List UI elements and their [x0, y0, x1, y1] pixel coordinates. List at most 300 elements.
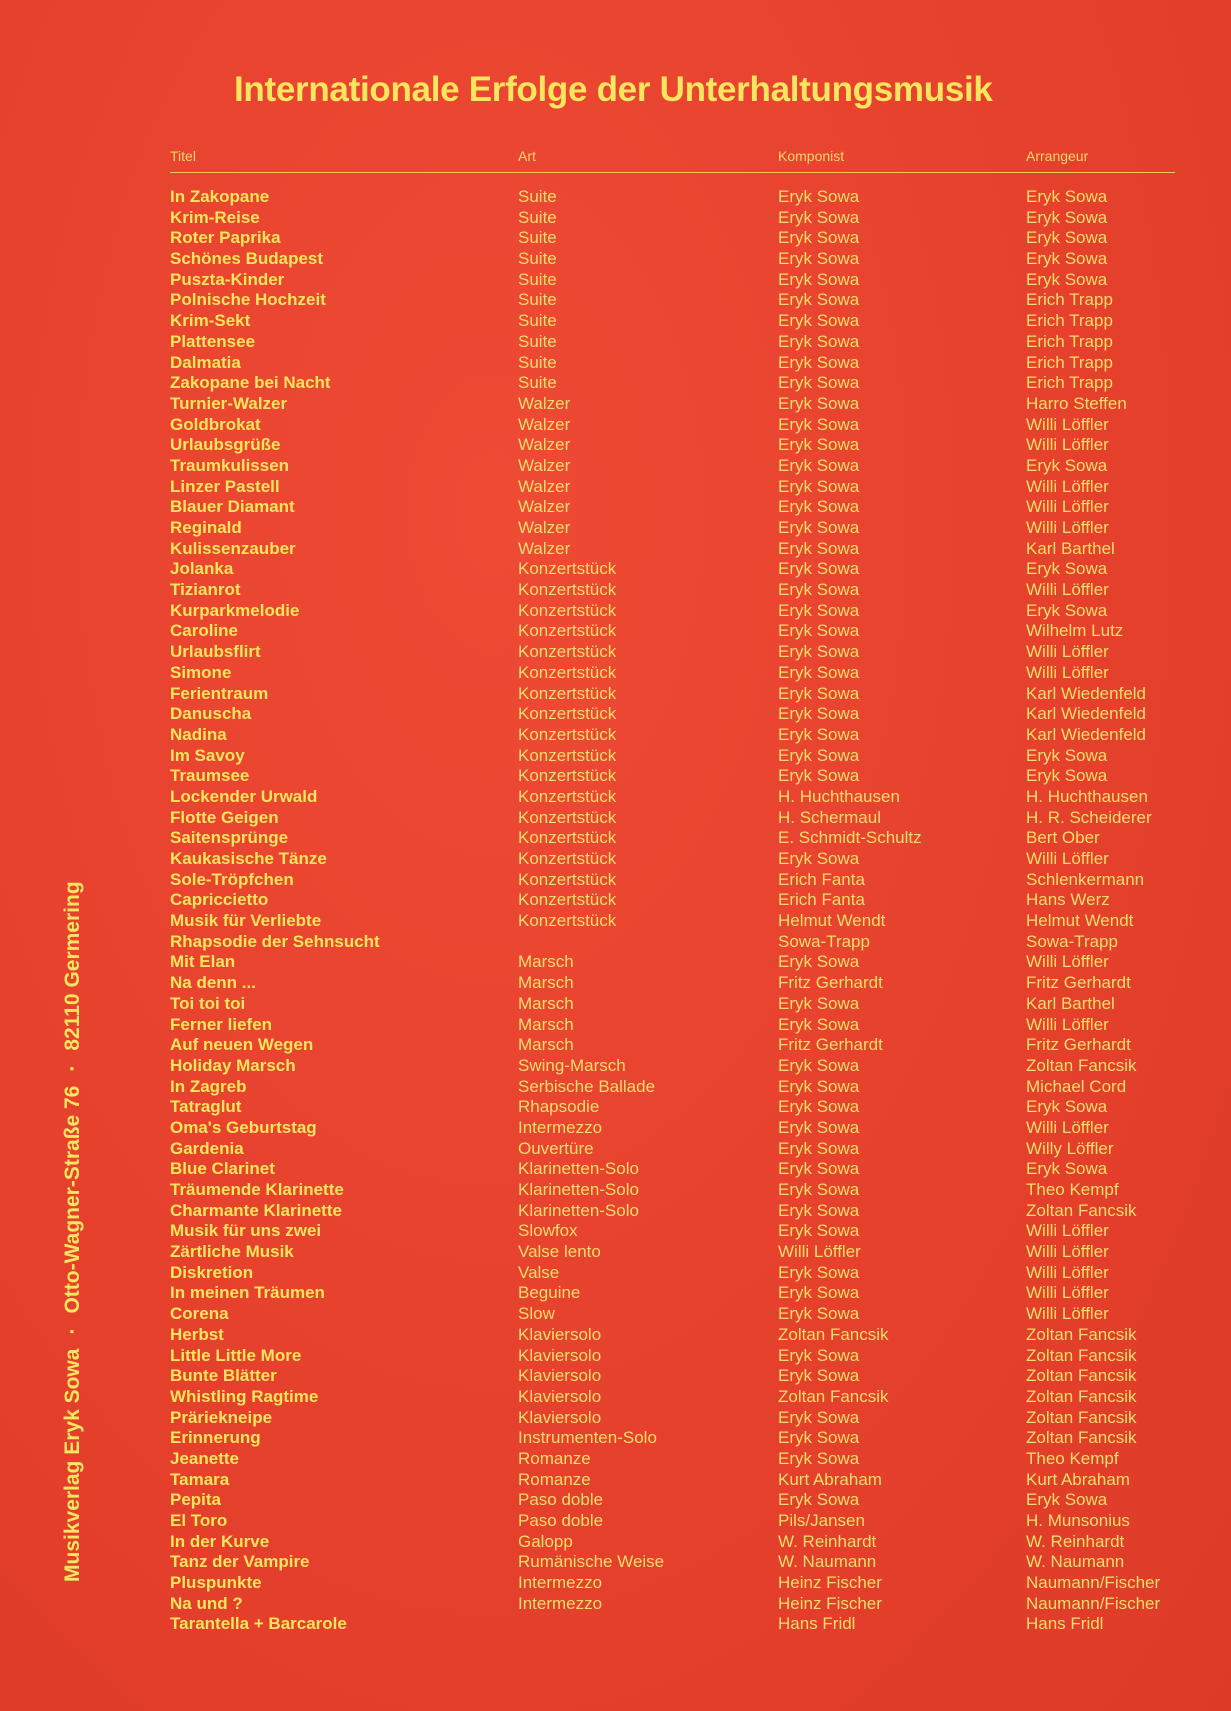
- arrangeur-cell: Willi Löffler: [1026, 497, 1109, 517]
- arrangeur-cell: Willi Löffler: [1026, 1242, 1109, 1262]
- arrangeur-cell: Willi Löffler: [1026, 476, 1109, 496]
- title-cell: In meinen Träumen: [170, 1283, 325, 1303]
- art-cell: Konzertstück: [518, 559, 617, 579]
- title-cell: Linzer Pastell: [170, 476, 280, 496]
- title-cell: El Toro: [170, 1511, 228, 1530]
- title-cell: Zakopane bei Nacht: [170, 373, 331, 393]
- publisher-address: [61, 881, 85, 1582]
- arrangeur-cell: Willi Löffler: [1026, 1014, 1109, 1034]
- art-cell: Beguine: [518, 1283, 581, 1303]
- table-row: [170, 311, 1175, 332]
- table-row: [170, 952, 1175, 973]
- title-cell: Präriekneipe: [170, 1407, 273, 1427]
- title-cell: In Zagreb: [170, 1076, 247, 1096]
- art-cell: Klarinetten-Solo: [518, 1200, 639, 1220]
- table-row: [170, 477, 1175, 498]
- table-row: [170, 1594, 1175, 1615]
- title-cell: Simone: [170, 662, 232, 682]
- art-cell: Walzer: [518, 476, 571, 496]
- art-cell: Ouvertüre: [518, 1138, 594, 1158]
- komponist-cell: Eryk Sowa: [778, 290, 860, 310]
- arrangeur-cell: Erich Trapp: [1026, 352, 1113, 372]
- komponist-cell: Helmut Wendt: [778, 911, 886, 931]
- arrangeur-cell: Eryk Sowa: [1026, 187, 1108, 206]
- arrangeur-cell: Willi Löffler: [1026, 1304, 1109, 1324]
- komponist-cell: E. Schmidt-Schultz: [778, 828, 922, 848]
- arrangeur-cell: Eryk Sowa: [1026, 207, 1108, 227]
- art-cell: Suite: [518, 311, 557, 331]
- art-cell: Valse: [518, 1262, 560, 1282]
- arrangeur-cell: Willi Löffler: [1026, 435, 1109, 455]
- table-row: [170, 911, 1175, 932]
- title-cell: Zärtliche Musik: [170, 1242, 294, 1262]
- table-row: [170, 849, 1175, 870]
- title-cell: Krim-Reise: [170, 207, 260, 227]
- art-cell: Suite: [518, 187, 557, 206]
- title-cell: Ferientraum: [170, 683, 269, 703]
- table-body: [170, 187, 1175, 1635]
- art-cell: Walzer: [518, 393, 571, 413]
- arrangeur-cell: Eryk Sowa: [1026, 766, 1108, 786]
- table-row: [170, 1056, 1175, 1077]
- komponist-cell: Eryk Sowa: [778, 580, 860, 600]
- art-cell: Klarinetten-Solo: [518, 1159, 639, 1179]
- komponist-cell: Eryk Sowa: [778, 455, 860, 475]
- komponist-cell: Erich Fanta: [778, 869, 865, 889]
- table-row: [170, 746, 1175, 767]
- title-cell: Capriccietto: [170, 890, 269, 910]
- title-cell: Kurparkmelodie: [170, 600, 300, 620]
- komponist-cell: Eryk Sowa: [778, 1180, 860, 1199]
- table-row: [170, 1490, 1175, 1511]
- title-cell: Plattensee: [170, 331, 256, 351]
- arrangeur-cell: Willi Löffler: [1026, 518, 1109, 537]
- table-row: [170, 1304, 1175, 1325]
- komponist-cell: Eryk Sowa: [778, 683, 860, 703]
- publisher-name: Musikverlag Eryk Sowa: [61, 1348, 84, 1582]
- komponist-cell: Eryk Sowa: [778, 662, 860, 682]
- komponist-cell: Willi Löffler: [778, 1242, 861, 1262]
- title-cell: Mit Elan: [170, 952, 236, 972]
- komponist-cell: Eryk Sowa: [778, 600, 860, 620]
- komponist-cell: Eryk Sowa: [778, 269, 860, 289]
- table-row: [170, 973, 1175, 994]
- title-cell: Whistling Ragtime: [170, 1386, 319, 1406]
- title-cell: Diskretion: [170, 1262, 254, 1282]
- table-row: [170, 1573, 1175, 1594]
- art-cell: Serbische Ballade: [518, 1076, 656, 1096]
- art-cell: Klaviersolo: [518, 1366, 602, 1386]
- komponist-cell: Eryk Sowa: [778, 1428, 860, 1448]
- table-row: [170, 249, 1175, 270]
- table-row: [170, 394, 1175, 415]
- arrangeur-cell: Helmut Wendt: [1026, 911, 1134, 931]
- title-cell: Blue Clarinet: [170, 1159, 275, 1179]
- art-cell: Marsch: [518, 1014, 574, 1034]
- arrangeur-cell: Willi Löffler: [1026, 642, 1109, 662]
- komponist-cell: Eryk Sowa: [778, 559, 860, 579]
- arrangeur-cell: Willi Löffler: [1026, 1283, 1109, 1303]
- arrangeur-cell: Karl Wiedenfeld: [1026, 724, 1147, 744]
- arrangeur-cell: Zoltan Fancsik: [1026, 1386, 1137, 1406]
- title-cell: Urlaubsflirt: [170, 642, 261, 662]
- komponist-cell: Eryk Sowa: [778, 1366, 860, 1386]
- art-cell: Walzer: [518, 538, 571, 558]
- arrangeur-cell: Karl Wiedenfeld: [1026, 704, 1147, 724]
- title-cell: Jolanka: [170, 559, 234, 579]
- table-row: [170, 1097, 1175, 1118]
- title-cell: Schönes Budapest: [170, 249, 324, 269]
- table-row: [170, 808, 1175, 829]
- table-row: [170, 704, 1175, 725]
- arrangeur-cell: Zoltan Fancsik: [1026, 1324, 1137, 1344]
- art-cell: Intermezzo: [518, 1117, 603, 1137]
- title-cell: Traumsee: [170, 766, 250, 786]
- publisher-street: Otto-Wagner-Straße 76: [61, 1085, 84, 1314]
- table-row: [170, 270, 1175, 291]
- art-cell: Konzertstück: [518, 642, 617, 662]
- komponist-cell: Heinz Fischer: [778, 1593, 882, 1613]
- title-cell: Pepita: [170, 1490, 222, 1510]
- title-cell: Flotte Geigen: [170, 807, 279, 827]
- title-cell: Charmante Klarinette: [170, 1200, 342, 1220]
- table-row: [170, 353, 1175, 374]
- title-cell: Träumende Klarinette: [170, 1180, 344, 1199]
- art-cell: Konzertstück: [518, 580, 617, 600]
- title-cell: Musik für uns zwei: [170, 1221, 322, 1241]
- arrangeur-cell: Wilhelm Lutz: [1026, 621, 1124, 641]
- arrangeur-cell: Erich Trapp: [1026, 373, 1113, 393]
- arrangeur-cell: Zoltan Fancsik: [1026, 1428, 1137, 1448]
- arrangeur-cell: Eryk Sowa: [1026, 745, 1108, 765]
- arrangeur-cell: Naumann/Fischer: [1026, 1573, 1161, 1593]
- header-arrangeur: Arrangeur: [1026, 148, 1089, 164]
- komponist-cell: Eryk Sowa: [778, 1448, 860, 1468]
- table-row: [170, 663, 1175, 684]
- title-cell: Tizianrot: [170, 580, 241, 600]
- komponist-cell: Eryk Sowa: [778, 1159, 860, 1179]
- komponist-cell: Eryk Sowa: [778, 1117, 860, 1137]
- table-row: [170, 787, 1175, 808]
- table-row: [170, 580, 1175, 601]
- title-cell: Holiday Marsch: [170, 1055, 296, 1075]
- art-cell: Swing-Marsch: [518, 1055, 626, 1075]
- table-row: [170, 725, 1175, 746]
- arrangeur-cell: Eryk Sowa: [1026, 600, 1108, 620]
- arrangeur-cell: Zoltan Fancsik: [1026, 1407, 1137, 1427]
- arrangeur-cell: Eryk Sowa: [1026, 269, 1108, 289]
- table-row: [170, 456, 1175, 477]
- table-row: [170, 1139, 1175, 1160]
- komponist-cell: Eryk Sowa: [778, 311, 860, 331]
- table-row: [170, 187, 1175, 208]
- title-cell: Musik für Verliebte: [170, 911, 322, 931]
- art-cell: Galopp: [518, 1531, 573, 1551]
- table-row: [170, 1470, 1175, 1491]
- komponist-cell: Eryk Sowa: [778, 1055, 860, 1075]
- art-cell: Konzertstück: [518, 911, 617, 931]
- arrangeur-cell: Michael Cord: [1026, 1076, 1127, 1096]
- table-row: [170, 1408, 1175, 1429]
- art-cell: Romanze: [518, 1448, 591, 1468]
- table-row: [170, 435, 1175, 456]
- komponist-cell: Eryk Sowa: [778, 766, 860, 786]
- table-row: [170, 1532, 1175, 1553]
- title-cell: Toi toi toi: [170, 993, 246, 1013]
- title-cell: Gardenia: [170, 1138, 244, 1158]
- art-cell: Konzertstück: [518, 621, 617, 641]
- title-cell: Saitensprünge: [170, 828, 289, 848]
- art-cell: Konzertstück: [518, 766, 617, 786]
- art-cell: Suite: [518, 290, 557, 310]
- table-row: [170, 621, 1175, 642]
- art-cell: Intermezzo: [518, 1593, 603, 1613]
- page-title: Internationale Erfolge der Unterhaltungsmusik: [234, 70, 993, 109]
- title-cell: Lockender Urwald: [170, 786, 318, 806]
- komponist-cell: Pils/Jansen: [778, 1511, 865, 1530]
- arrangeur-cell: Hans Fridl: [1026, 1614, 1104, 1634]
- komponist-cell: Eryk Sowa: [778, 1345, 860, 1365]
- komponist-cell: Eryk Sowa: [778, 1304, 860, 1324]
- table-row: [170, 1428, 1175, 1449]
- komponist-cell: Eryk Sowa: [778, 1076, 860, 1096]
- komponist-cell: Eryk Sowa: [778, 373, 860, 393]
- arrangeur-cell: W. Naumann: [1026, 1552, 1125, 1572]
- komponist-cell: Eryk Sowa: [778, 642, 860, 662]
- arrangeur-cell: Willi Löffler: [1026, 1117, 1109, 1137]
- art-cell: Rumänische Weise: [518, 1552, 665, 1572]
- title-cell: Roter Paprika: [170, 228, 281, 248]
- art-cell: Konzertstück: [518, 683, 617, 703]
- art-cell: Konzertstück: [518, 849, 617, 868]
- komponist-cell: Eryk Sowa: [778, 497, 860, 517]
- komponist-cell: Kurt Abraham: [778, 1469, 882, 1489]
- art-cell: Walzer: [518, 497, 571, 517]
- title-cell: Kulissenzauber: [170, 538, 296, 558]
- title-cell: In der Kurve: [170, 1531, 270, 1551]
- separator: ·: [61, 1327, 84, 1335]
- komponist-cell: Eryk Sowa: [778, 476, 860, 496]
- title-cell: Dalmatia: [170, 352, 241, 372]
- arrangeur-cell: Eryk Sowa: [1026, 1490, 1108, 1510]
- komponist-cell: Eryk Sowa: [778, 352, 860, 372]
- arrangeur-cell: Willi Löffler: [1026, 1262, 1109, 1282]
- komponist-cell: Eryk Sowa: [778, 1283, 860, 1303]
- title-cell: Kaukasische Tänze: [170, 849, 327, 868]
- table-row: [170, 1449, 1175, 1470]
- art-cell: Konzertstück: [518, 745, 617, 765]
- arrangeur-cell: Karl Barthel: [1026, 538, 1115, 558]
- table-row: [170, 601, 1175, 622]
- arrangeur-cell: Hans Werz: [1026, 890, 1110, 910]
- arrangeur-cell: Schlenkermann: [1026, 869, 1145, 889]
- art-cell: Suite: [518, 269, 557, 289]
- arrangeur-cell: Fritz Gerhardt: [1026, 1035, 1131, 1055]
- arrangeur-cell: Harro Steffen: [1026, 393, 1127, 413]
- arrangeur-cell: Erich Trapp: [1026, 331, 1113, 351]
- komponist-cell: Eryk Sowa: [778, 1138, 860, 1158]
- art-cell: Suite: [518, 207, 557, 227]
- table-row: [170, 1346, 1175, 1367]
- table-row: [170, 1221, 1175, 1242]
- komponist-cell: Eryk Sowa: [778, 1014, 860, 1034]
- title-cell: Polnische Hochzeit: [170, 290, 326, 310]
- title-cell: Caroline: [170, 621, 239, 641]
- arrangeur-cell: Zoltan Fancsik: [1026, 1200, 1137, 1220]
- art-cell: Suite: [518, 249, 557, 269]
- komponist-cell: W. Naumann: [778, 1552, 877, 1572]
- title-cell: Blauer Diamant: [170, 497, 295, 517]
- arrangeur-cell: Eryk Sowa: [1026, 228, 1108, 248]
- komponist-cell: Eryk Sowa: [778, 207, 860, 227]
- publisher-city: 82110 Germering: [61, 881, 84, 1051]
- komponist-cell: Eryk Sowa: [778, 621, 860, 641]
- repertoire-table: [170, 148, 1175, 1635]
- header-komponist: Komponist: [778, 148, 845, 164]
- komponist-cell: Eryk Sowa: [778, 249, 860, 269]
- art-cell: Marsch: [518, 973, 574, 993]
- komponist-cell: Eryk Sowa: [778, 228, 860, 248]
- art-cell: Instrumenten-Solo: [518, 1428, 657, 1448]
- table-row: [170, 290, 1175, 311]
- title-cell: Rhapsodie der Sehnsucht: [170, 931, 380, 951]
- komponist-cell: Eryk Sowa: [778, 518, 860, 537]
- title-cell: Ferner liefen: [170, 1014, 273, 1034]
- arrangeur-cell: Eryk Sowa: [1026, 559, 1108, 579]
- art-cell: Suite: [518, 331, 557, 351]
- title-cell: Tamara: [170, 1469, 230, 1489]
- art-cell: Marsch: [518, 993, 574, 1013]
- arrangeur-cell: Theo Kempf: [1026, 1448, 1119, 1468]
- table-row: [170, 1552, 1175, 1573]
- table-row: [170, 208, 1175, 229]
- title-cell: Jeanette: [170, 1448, 239, 1468]
- komponist-cell: Eryk Sowa: [778, 435, 860, 455]
- arrangeur-cell: Karl Barthel: [1026, 993, 1115, 1013]
- title-cell: Nadina: [170, 724, 227, 744]
- komponist-cell: Zoltan Fancsik: [778, 1324, 889, 1344]
- art-cell: Marsch: [518, 952, 574, 972]
- title-cell: Little Little More: [170, 1345, 302, 1365]
- table-row: [170, 642, 1175, 663]
- art-cell: Klaviersolo: [518, 1386, 602, 1406]
- table-row: [170, 373, 1175, 394]
- title-cell: Na und ?: [170, 1593, 243, 1613]
- header-titel: Titel: [170, 148, 196, 164]
- title-cell: Corena: [170, 1304, 229, 1324]
- art-cell: Paso doble: [518, 1511, 604, 1530]
- art-cell: Klaviersolo: [518, 1345, 602, 1365]
- table-row: [170, 1180, 1175, 1201]
- title-cell: Tanz der Vampire: [170, 1552, 310, 1572]
- art-cell: Intermezzo: [518, 1573, 603, 1593]
- header-art: Art: [518, 148, 536, 164]
- table-row: [170, 1077, 1175, 1098]
- art-cell: Konzertstück: [518, 662, 617, 682]
- title-cell: Traumkulissen: [170, 455, 290, 475]
- art-cell: Konzertstück: [518, 600, 617, 620]
- art-cell: Paso doble: [518, 1490, 604, 1510]
- arrangeur-cell: Willy Löffler: [1026, 1138, 1114, 1158]
- art-cell: Romanze: [518, 1469, 591, 1489]
- komponist-cell: Eryk Sowa: [778, 1221, 860, 1241]
- table-row: [170, 1366, 1175, 1387]
- arrangeur-cell: Karl Wiedenfeld: [1026, 683, 1147, 703]
- komponist-cell: Eryk Sowa: [778, 1262, 860, 1282]
- arrangeur-cell: Bert Ober: [1026, 828, 1100, 848]
- komponist-cell: Hans Fridl: [778, 1614, 856, 1634]
- title-cell: Na denn ...: [170, 973, 256, 993]
- arrangeur-cell: Willi Löffler: [1026, 662, 1109, 682]
- table-row: [170, 1201, 1175, 1222]
- table-header: [170, 148, 1175, 173]
- table-row: [170, 1035, 1175, 1056]
- title-cell: Goldbrokat: [170, 414, 261, 434]
- komponist-cell: H. Schermaul: [778, 807, 881, 827]
- table-row: [170, 1387, 1175, 1408]
- art-cell: Suite: [518, 228, 557, 248]
- komponist-cell: Eryk Sowa: [778, 187, 860, 206]
- arrangeur-cell: W. Reinhardt: [1026, 1531, 1125, 1551]
- table-row: [170, 1015, 1175, 1036]
- art-cell: Walzer: [518, 414, 571, 434]
- table-row: [170, 497, 1175, 518]
- table-row: [170, 932, 1175, 953]
- table-row: [170, 828, 1175, 849]
- table-row: [170, 994, 1175, 1015]
- art-cell: Konzertstück: [518, 890, 617, 910]
- art-cell: Rhapsodie: [518, 1097, 600, 1117]
- komponist-cell: Erich Fanta: [778, 890, 865, 910]
- komponist-cell: Eryk Sowa: [778, 724, 860, 744]
- title-cell: Auf neuen Wegen: [170, 1035, 314, 1055]
- arrangeur-cell: H. Munsonius: [1026, 1511, 1130, 1530]
- art-cell: Klaviersolo: [518, 1407, 602, 1427]
- komponist-cell: Eryk Sowa: [778, 1490, 860, 1510]
- komponist-cell: Eryk Sowa: [778, 745, 860, 765]
- art-cell: Walzer: [518, 455, 571, 475]
- arrangeur-cell: Eryk Sowa: [1026, 249, 1108, 269]
- table-row: [170, 228, 1175, 249]
- arrangeur-cell: Zoltan Fancsik: [1026, 1345, 1137, 1365]
- title-cell: Im Savoy: [170, 745, 245, 765]
- table-row: [170, 766, 1175, 787]
- title-cell: In Zakopane: [170, 187, 270, 206]
- komponist-cell: Eryk Sowa: [778, 993, 860, 1013]
- table-row: [170, 684, 1175, 705]
- komponist-cell: W. Reinhardt: [778, 1531, 877, 1551]
- table-row: [170, 1242, 1175, 1263]
- komponist-cell: Eryk Sowa: [778, 849, 860, 868]
- title-cell: Herbst: [170, 1324, 224, 1344]
- table-row: [170, 539, 1175, 560]
- separator: ·: [61, 1064, 84, 1072]
- table-row: [170, 870, 1175, 891]
- arrangeur-cell: Eryk Sowa: [1026, 1159, 1108, 1179]
- art-cell: Marsch: [518, 1035, 574, 1055]
- komponist-cell: Fritz Gerhardt: [778, 973, 883, 993]
- arrangeur-cell: Willi Löffler: [1026, 952, 1109, 972]
- title-cell: Pluspunkte: [170, 1573, 262, 1593]
- title-cell: Oma's Geburtstag: [170, 1117, 317, 1137]
- komponist-cell: H. Huchthausen: [778, 786, 900, 806]
- art-cell: Konzertstück: [518, 704, 617, 724]
- table-row: [170, 559, 1175, 580]
- art-cell: Klaviersolo: [518, 1324, 602, 1344]
- table-row: [170, 1263, 1175, 1284]
- komponist-cell: Eryk Sowa: [778, 952, 860, 972]
- table-row: [170, 1325, 1175, 1346]
